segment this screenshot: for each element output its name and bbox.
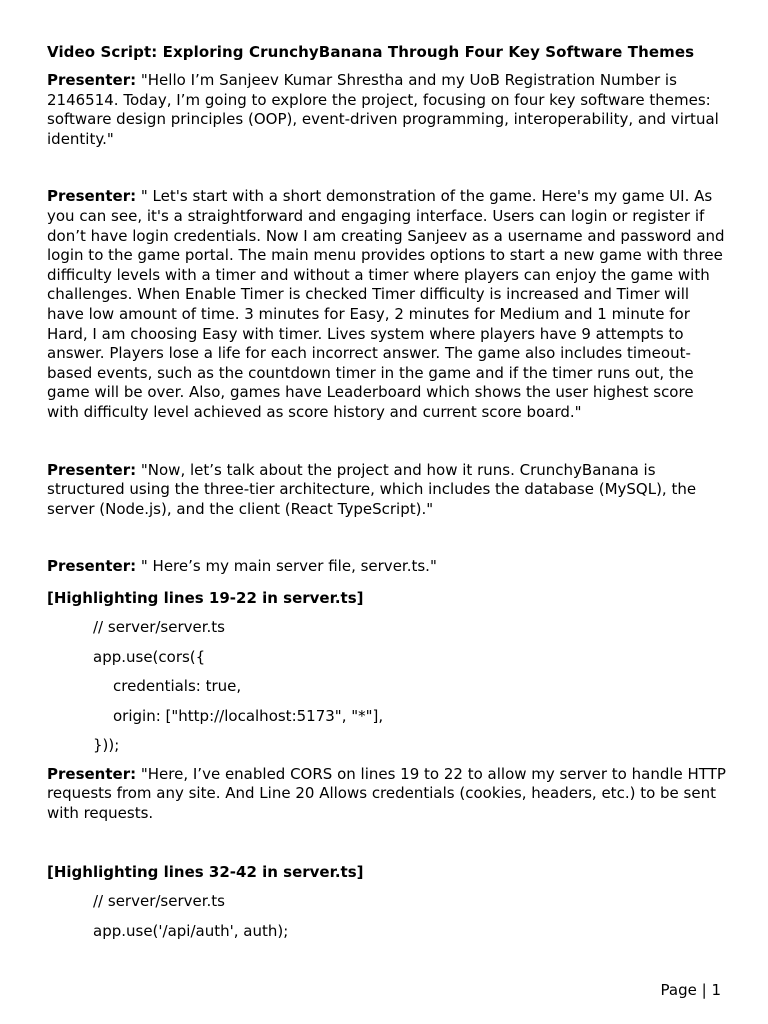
code-line: credentials: true, [113, 677, 242, 696]
paragraph-demo [47, 187, 727, 422]
paragraph-text: "Hello I’m Sanjeev Kumar Shrestha and my UoB Registration Number is 2146514. Today, I’m going to explore the project, focusing on four key software themes: software design principles (OOP), event-driven programming, interoperability, and virtual identity." [47, 71, 719, 148]
paragraph-text: " Let's start with a short demonstration of the game. Here's my game UI. As you can see, it's a straightforward and engaging interface. Users can login or register if don’t have login credentials. Now I am creating Sanjeev as a username and password and login to the game portal. The main menu provides options to start a new game with three difficulty levels with a timer and without a timer where players can enjoy the game with challenges. When Enable Timer is checked Timer difficulty is increased and Timer will have low amount of time. 3 minutes for Easy, 2 minutes for Medium and 1 minute for Hard, I am choosing Easy with timer. Lives system where players have 9 attempts to answer. Players lose a life for each incorrect answer. The game also includes timeout-based events, such as the countdown timer in the game and if the timer runs out, the game will be over. Also, games have Leaderboard which shows the user highest score with difficulty level achieved as score history and current score board." [47, 187, 725, 421]
highlight-note: [Highlighting lines 32-42 in server.ts] [47, 862, 364, 881]
highlight-note: [Highlighting lines 19-22 in server.ts] [47, 588, 364, 607]
speaker-label: Presenter: [47, 187, 137, 206]
paragraph-text: "Now, let’s talk about the project and how it runs. CrunchyBanana is structured using the three-tier architecture, which includes the database (MySQL), the server (Node.js), and the client (React TypeScript)." [47, 460, 697, 518]
document-title: Video Script: Exploring CrunchyBanana Through Four Key Software Themes [47, 43, 695, 61]
code-line: app.use('/api/auth', auth); [93, 921, 289, 940]
spacer [47, 755, 727, 765]
speaker-label: Presenter: [47, 557, 137, 576]
paragraph-architecture [47, 461, 727, 520]
paragraph-text: " Here’s my main server file, server.ts." [140, 557, 437, 576]
page-footer: Page | 1 [660, 981, 721, 999]
speaker-label: Presenter: [47, 764, 137, 783]
code-line: // server/server.ts [93, 892, 225, 911]
paragraph-intro [47, 71, 727, 149]
spacer [47, 423, 727, 461]
paragraph-cors [47, 765, 727, 824]
spacer [47, 824, 727, 862]
spacer [47, 519, 727, 557]
spacer [47, 149, 727, 187]
spacer [47, 577, 727, 588]
code-line: origin: ["http://localhost:5173", "*"], [113, 706, 384, 725]
paragraph-text: "Here, I’ve enabled CORS on lines 19 to 22 to allow my server to handle HTTP requests from any site. And Line 20 Allows credentials (cookies, headers, etc.) to be sent with requests. [47, 764, 726, 823]
document-page [47, 42, 727, 941]
code-line: app.use(cors({ [93, 647, 206, 666]
code-line: })); [93, 736, 120, 755]
speaker-label: Presenter: [47, 71, 137, 89]
code-line: // server/server.ts [93, 618, 225, 637]
paragraph-server-file [47, 557, 727, 577]
speaker-label: Presenter: [47, 460, 137, 479]
